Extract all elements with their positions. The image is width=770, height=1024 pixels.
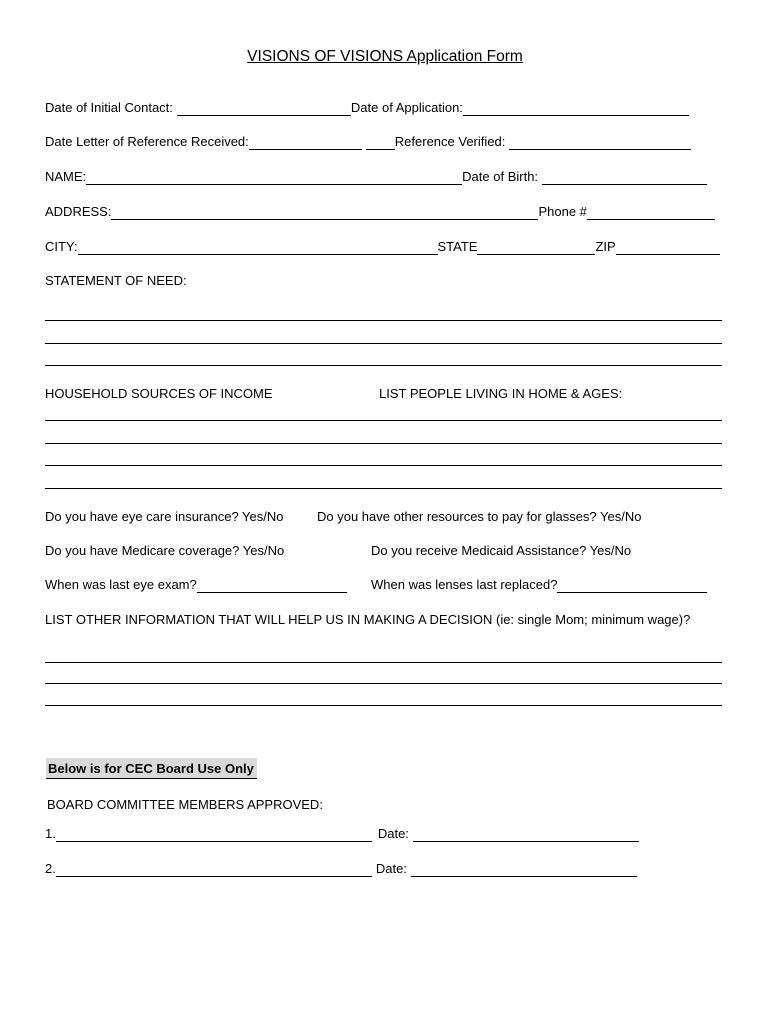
member-1-label: 1. [45, 826, 56, 841]
statement-of-need-heading: STATEMENT OF NEED: [45, 273, 187, 288]
member-2-date-input[interactable] [411, 863, 637, 877]
last-exam-field [45, 577, 347, 593]
household-line-3[interactable] [45, 465, 722, 466]
address-row [45, 204, 715, 220]
name-input[interactable] [86, 171, 462, 185]
name-row [45, 169, 707, 185]
reference-verified-input[interactable] [509, 136, 691, 150]
zip-input[interactable] [616, 241, 720, 255]
reference-received-input[interactable] [249, 136, 362, 150]
zip-label: ZIP [595, 239, 616, 254]
address-label: ADDRESS: [45, 204, 112, 219]
statement-line-1[interactable] [45, 320, 722, 321]
board-approved-heading: BOARD COMMITTEE MEMBERS APPROVED: [47, 797, 323, 812]
lenses-replaced-field [371, 577, 707, 593]
member-2-label: 2. [45, 861, 56, 876]
application-date-input[interactable] [463, 102, 689, 116]
member-2-row [45, 861, 637, 877]
last-exam-input[interactable] [197, 579, 347, 593]
household-line-1[interactable] [45, 420, 722, 421]
address-input[interactable] [111, 206, 538, 220]
member-2-date-label: Date: [375, 861, 407, 876]
reference-verified-label: Reference Verified: [394, 134, 506, 149]
other-resources-question[interactable]: Do you have other resources to pay for glasses? Yes/No [317, 509, 642, 524]
application-date-label: Date of Application: [350, 100, 463, 115]
member-2-input[interactable] [56, 863, 372, 877]
eye-insurance-question[interactable]: Do you have eye care insurance? Yes/No [45, 509, 284, 524]
household-line-4[interactable] [45, 488, 722, 489]
statement-line-3[interactable] [45, 365, 722, 366]
initial-contact-input[interactable] [177, 102, 351, 116]
last-exam-label: When was last eye exam? [45, 577, 197, 592]
phone-input[interactable] [587, 206, 715, 220]
member-1-row [45, 826, 639, 842]
other-info-line-3[interactable] [45, 705, 722, 706]
other-info-line-2[interactable] [45, 683, 722, 684]
city-input[interactable] [78, 241, 438, 255]
state-input[interactable] [477, 241, 595, 255]
other-info-heading: LIST OTHER INFORMATION THAT WILL HELP US IN MAKING A DECISION (ie: single Mom; minimum wage)? [45, 612, 691, 627]
medicare-question[interactable]: Do you have Medicare coverage? Yes/No [45, 543, 285, 558]
dob-label: Date of Birth: [462, 169, 539, 184]
statement-line-2[interactable] [45, 343, 722, 344]
member-1-date-input[interactable] [413, 828, 639, 842]
name-label: NAME: [45, 169, 87, 184]
state-label: STATE [437, 239, 478, 254]
dob-input[interactable] [542, 171, 707, 185]
form-title: VISIONS OF VISIONS Application Form [247, 48, 523, 65]
reference-row [45, 134, 691, 150]
member-1-date-label: Date: [377, 826, 409, 841]
lenses-replaced-input[interactable] [557, 579, 707, 593]
people-in-home-heading: LIST PEOPLE LIVING IN HOME & AGES: [379, 386, 623, 401]
city-row [45, 239, 720, 255]
reference-check-input[interactable] [366, 136, 395, 150]
board-use-badge: Below is for CEC Board Use Only [46, 758, 257, 779]
reference-received-label: Date Letter of Reference Received: [45, 134, 249, 149]
initial-contact-field [45, 100, 689, 116]
household-line-2[interactable] [45, 443, 722, 444]
phone-label: Phone # [538, 204, 587, 219]
household-income-heading: HOUSEHOLD SOURCES OF INCOME [45, 386, 273, 401]
medicaid-question[interactable]: Do you receive Medicaid Assistance? Yes/No [371, 543, 632, 558]
member-1-input[interactable] [56, 828, 372, 842]
initial-contact-label: Date of Initial Contact: [45, 100, 173, 115]
city-label: CITY: [45, 239, 78, 254]
other-info-line-1[interactable] [45, 662, 722, 663]
lenses-replaced-label: When was lenses last replaced? [371, 577, 558, 592]
